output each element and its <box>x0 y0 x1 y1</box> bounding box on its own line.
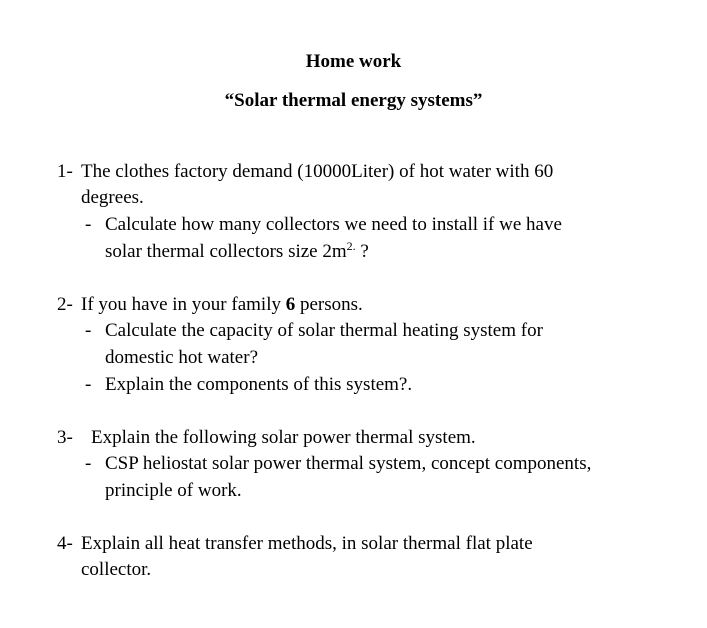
question-text-line: Explain the following solar power thermal system. <box>91 427 476 448</box>
bullet-text-line: Calculate the capacity of solar thermal heating system for <box>105 320 543 341</box>
bullet-text-line: principle of work. <box>105 480 242 501</box>
bullet-text-line: Calculate how many collectors we need to install if we have <box>105 214 562 235</box>
page-title: Home work <box>305 51 402 72</box>
question-number: 3- <box>57 427 73 448</box>
question-text-line <box>81 293 363 317</box>
page-subtitle: “Solar thermal energy systems” <box>224 90 483 111</box>
bullet-text-line <box>105 240 369 264</box>
question-text-before: If you have in your family <box>81 294 286 315</box>
question-number: 1- <box>57 161 73 182</box>
bullet-text-prefix: solar thermal collectors size 2m <box>105 241 347 262</box>
question-number: 2- <box>57 294 73 315</box>
superscript: 2. <box>346 239 356 253</box>
question-text-after: persons. <box>295 294 363 315</box>
bullet-dash: - <box>85 320 92 341</box>
bullet-text-line: domestic hot water? <box>105 347 259 368</box>
bullet-text-line: CSP heliostat solar power thermal system, concept components, <box>105 453 592 474</box>
bullet-dash: - <box>85 374 92 395</box>
bullet-dash: - <box>85 214 92 235</box>
bullet-dash: - <box>85 453 92 474</box>
persons-count: 6 <box>285 294 296 315</box>
question-text-line: degrees. <box>81 187 144 208</box>
bullet-text-line: Explain the components of this system?. <box>105 374 413 395</box>
bullet-text-suffix: ? <box>355 241 369 262</box>
question-text-line: The clothes factory demand (10000Liter) of hot water with 60 <box>81 161 554 182</box>
question-text-line: collector. <box>81 559 152 580</box>
question-text-line: Explain all heat transfer methods, in solar thermal flat plate <box>81 533 533 554</box>
question-number: 4- <box>57 533 73 554</box>
